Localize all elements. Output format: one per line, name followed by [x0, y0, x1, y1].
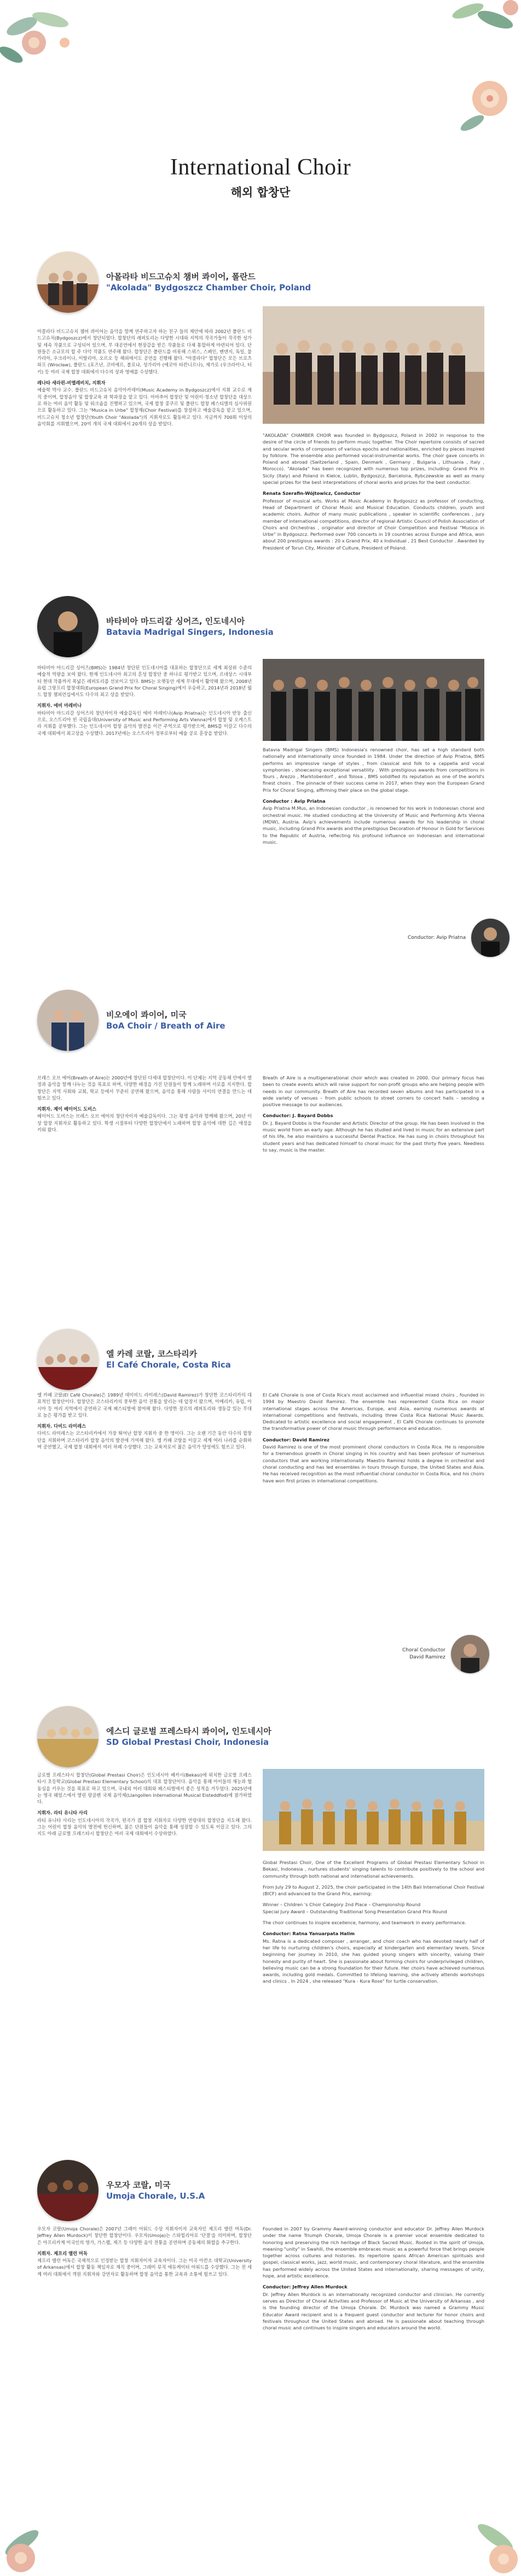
choir-description-en: [263, 1859, 484, 1989]
choir-photo: [263, 1769, 484, 1851]
choir-name-en: "Akolada" Bydgoszcz Chamber Choir, Poland: [106, 283, 311, 293]
paragraph: Avip Priatna M.Mus, an Indonesian conductor , is renowned for his work in Indonesian choral and orchestral music. He studied conducting at the University of Music and Performing Arts Vienna (MDW), Austria. Avip's achievements include numerous awards for his leadership in choral music, including Grand Prix awards and the prestigious Decoration of Honour in Gold for Services to the Republic of Austria, reflecting his profound influence on Indonesian and international music.: [263, 805, 484, 845]
conductor-heading: Renata Szerafin-Wójtowicz, Conductor: [263, 490, 361, 496]
conductor-caption: Conductor: Avip Priatna: [408, 934, 466, 941]
conductor-heading: Conductor: Jeffrey Allen Murdock: [263, 2284, 348, 2290]
paragraph: David Ramirez is one of the most prominent choral conductors in Costa Rica. He is responsible for a tremendous growth in Choral singing in his country and has been professor of numerous conductors that are working internationally. Maestro Ramirez holds a degree in orchestral and choral conducting and has led ensembles in tours through Europe, the United States and Asia. He has received recognition as the most influential choral conductor in Costa Rica, and his choirs have won first prizes in international competitions.: [263, 1444, 484, 1483]
choir-name-ko: 엘 카레 코랄, 코스타리카: [106, 1349, 198, 1359]
paragraph: 예술학 박사 교수. 폴란드 비드고슈치 음악아카데미(Music Academy in Bydgoszcz)에서 지휘 교수로 재직 중이며, 합창음악 및 합창교육 과 학과장을 맡고 있다. 아마추어 합창단 및 어린이·청소년 합창단을 대상으로 하는 여러 음악 활동 및 워크숍을 진행하고 있으며, 국제 합창 콩쿠르 및 폴란드 합창 페스티벌의 심사위원으로 활동하고 있다. 그는 "Musica in Urbe" 합창제(Choir Festival)를 창설하고 예술감독을 맡고 있으며, 비드고슈치 청소년 합창단(Youth Choir "Akolada")의 지휘자로도 활동하고 있다. 지금까지 700회 이상의 음악회를 지휘했으며, 20여 개의 국제 대회에서 20개의 상을 받았다.: [37, 387, 252, 427]
paragraph: Global Prestasi Choir, One of the Excellent Programs of Global Prestasi Elementary School in Bekasi, Indonesia , nurtures students' singing talents to contribute positively to the school and community through both national and international achievements.: [263, 1860, 484, 1879]
conductor-heading: Conductor: Ratna Yanuarpata Halim: [263, 1931, 355, 1937]
flower-decoration-icon: [441, 2493, 521, 2576]
paragraph: 다비드 라미레스는 코스타리카에서 가장 뛰어난 합창 지휘자 중 한 명이다. 그는 오랜 기간 동안 다수의 합창단을 지휘하며 코스타리카 합창 음악의 발전에 기여해 왔다. 엘 카페 코랄을 이끌고 세계 여러 나라를 순회하며 공연했고, 국제 합창 대회에서 여러 차례 수상했다. 그는 교육자로서 젊은 음악가 양성에도 힘쓰고 있다.: [37, 1430, 252, 1450]
choir-avatar: [37, 596, 99, 657]
conductor-card: [408, 919, 510, 957]
choir-name-en: Umoja Chorale, U.S.A: [106, 2191, 205, 2201]
paragraph: 우모자 코랄(Umoja Chorale)은 2007년 그래미 어워드 수상 지휘자이자 교육자인 제프리 앨런 머독(Dr. Jeffrey Allen Murdock)이 창단한 합창단이다. 우모자(Umoja)는 스와힐리어로 '단결'을 의미하며, 합창단은 아프리카계 미국인의 영가, 가스펠, 재즈 등 다양한 음악 전통을 공연하며 공동체의 화합을 추구한다.: [37, 2226, 252, 2245]
choir-header: [37, 252, 311, 313]
award-line: Winner – Children 's Choir Category 2nd Place – Championship Round: [263, 1902, 421, 1908]
conductor-heading: 레나타 새라핀-비엘레비치, 지휘자: [37, 380, 106, 386]
choir-description-en: [263, 746, 484, 850]
choir-avatar: [37, 1329, 99, 1390]
choir-photo: [263, 306, 484, 424]
choir-name-ko: 비오에이 콰이어, 미국: [106, 1010, 187, 1020]
choir-name-en: Batavia Madrigal Singers, Indonesia: [106, 627, 274, 637]
conductor-heading: Conductor: David Ramirez: [263, 1436, 330, 1442]
conductor-heading: 지휘자. 에비 마레비나: [37, 703, 82, 709]
paragraph: Dr. J. Bayard Dobbs is the Founder and Artistic Director of the group. He has been involved in the music world from an early age. Although he has studied and lived in music for an extensive part of his life, he also maintains a successful Dental Practice. He has sung in choirs throughout his student years and has dedicated himself to choral music for the past thirty five years. Needless to say, music is the master.: [263, 1120, 484, 1153]
paragraph: From July 29 to August 2, 2025, the choir participated in the 14th Bali International Choir Festival (BICF) and advanced to the Grand Prix, earning:: [263, 1884, 484, 1897]
choir-name-en: SD Global Prestasi Choir, Indonesia: [106, 1737, 269, 1747]
choir-header: [37, 990, 225, 1051]
paragraph: 엘 카페 코랄(El Café Chorale)은 1989년 데이비드 라미레스(David Ramirez)가 창단한 코스타리카의 대표적인 합창단이다. 합창단은 코스타리카의 풍부한 음악 전통을 알리는 데 앞장서 왔으며, 아메리카, 유럽, 아시아 등 여러 지역에서 공연하고 국제 페스티벌에 참여해 왔다. 다양한 장르의 레퍼토리와 생동감 있는 무대로 높은 평가를 받고 있다.: [37, 1392, 252, 1418]
choir-description-en: [263, 2225, 484, 2335]
paragraph: Founded in 2007 by Grammy Award-winning conductor and educator Dr. Jeffrey Allen Murdock under the name Triumph Chorale, Umoja Chorale is a premier vocal ensemble dedicated to honoring and preserving the rich heritage of Black Sacred Music. Rooted in the spirit of Umoja, meaning "unity" in Swahili, the ensemble embraces music as a powerful force that brings people together across cultures and histories. Its repertoire spans African American spirituals and gospel, classical works, jazz, world music, and contemporary choral literature, and the ensemble has performed widely across the United States and internationally, sharing messages of unity, hope, and artistic excellence.: [263, 2226, 484, 2279]
paragraph: El Café Chorale is one of Costa Rica's most acclaimed and influential mixed choirs , founded in 1994 by Maestro David Ramirez. The ensemble has represented Costa Rica on major international stages across the Americas, Europe, and Asia, earning numerous awards at international competitions and festivals, including three Costa Rica National Music Awards. Dedicated to artistic excellence and social engagement , El Café Chorale continues to promote the transformative power of choral music through performance and education.: [263, 1392, 484, 1432]
conductor-heading: 지휘자. 제이 베이어드 도비스: [37, 1106, 96, 1112]
conductor-caption: [402, 1647, 445, 1661]
flower-decoration-icon: [435, 0, 521, 55]
paragraph: "AKOLADA" CHAMBER CHOIR was founded in Bydgoszcz, Poland in 2002 in response to the desire of the circle of friends to perform music together. The Choir repertoire consists of sacred and secular works of composers of various epochs and nationalities, enriched by pieces inspired by folklore. The ensemble also performed vocal-instrumental works. The choir gave concerts in Poland and abroad (Switzerland , Spain, Denmark , Germany , Bulgaria , Lithuania , Italy , Morocco). "Akolada" has been recognized with numerous top prizes, including: Grand Prix in Sicily (Italy) and Poland in Kielce, Lublin, Bydgoszcz, Barcelona, Rybczewskie as well as many special prizes for the best interpretations of choral works and prizes for the best conductor.: [263, 433, 484, 486]
caption-line: David Ramirez: [409, 1655, 445, 1660]
paragraph: Breath of Aire is a multigenerational choir which was created in 2000. Our primary focus has been to create events which will raise support for non-profit groups who are helping people with needs in our community. Breath of Aire has recorded seven albums and has participated in a wide variety of venues – from public schools to street corners to concert halls – sending a positive message to our audiences.: [263, 1075, 484, 1108]
page-title: International Choir: [170, 155, 351, 180]
choir-name-en: BoA Choir / Breath of Aire: [106, 1021, 225, 1031]
conductor-card: [402, 1635, 489, 1673]
paragraph: 베이어드 도비스는 브레스 오브 에어의 창단자이자 예술감독이다. 그는 평생 음악과 함께해 왔으며, 20년 이상 합창 지휘자로 활동하고 있다. 학생 시절부터 다양한 합창단에서 노래하며 합창 음악에 대한 깊은 애정을 키워 왔다.: [37, 1113, 252, 1133]
conductor-photo: [451, 1635, 489, 1673]
paragraph: 바타비아 마드리갈 싱어즈의 창단자이자 예술감독인 에비 마레비나(Avip Priatna)는 인도네시아 반둥 출신으로, 오스트리아 빈 국립음대(University of Music and Performing Arts Vienna)에서 합창 및 오케스트라 지휘를 공부했다. 그는 인도네시아 합창 음악의 발전을 이끈 주역으로 평가받으며, BMS를 이끌고 다수의 국제 대회에서 최고상을 수상했다. 2017년에는 오스트리아 정부로부터 예술 공로 훈장을 받았다.: [37, 710, 252, 736]
paragraph: 제프리 앨런 머독은 국제적으로 인정받는 합창 지휘자이자 교육자이다. 그는 미국 아칸소 대학교(University of Arkansas)에서 합창 활동 책임자로 재직 중이며, 그래미 뮤직 에듀케이터 어워드를 수상했다. 그는 전 세계 여러 대회에서 객원 지휘자와 강연자로 활동하며 합창 음악을 통한 교육과 소통에 힘쓰고 있다.: [37, 2258, 252, 2277]
award-line: Special Jury Award – Outstanding Traditional Song Presentation Grand Prix Round: [263, 1908, 447, 1914]
choir-photo: [263, 659, 484, 741]
choir-header: [37, 1329, 231, 1390]
choir-description-en: [263, 432, 484, 556]
paragraph: Ms. Ratna is a dedicated composer , arranger, and choir coach who has devoted nearly half of her life to nurturing children's choirs, especially at kindergarten and elementary levels. Since beginning her journey in 2010, she has guided young singers with sincerity, valuing their honesty and purity of heart. She is passionate about forming choirs for underprivileged children, believing music can be a strong foundation for their future. Her choirs have achieved numerous awards, including gold medals. Committed to lifelong learning, she actively attends workshops and clinics . In 2024 , she released "Kura - Kura Rose" for turtle conservation.: [263, 1938, 484, 1984]
conductor-heading: 지휘자. 라티 유니타 사리: [37, 1810, 88, 1816]
paragraph: 브레스 오브 에어(Breath of Aire)는 2000년에 창단된 다세대 합창단이다. 이 단체는 지역 공동체 안에서 열정과 음악을 함께 나누는 것을 목표로 하며, 다양한 배경을 가진 단원들이 함께 노래하며 서로를 지지한다. 합창단은 지역 사회와 교회, 학교 등에서 꾸준히 공연해 왔으며, 음악을 통해 사람들 사이의 연결을 만드는 데 힘쓰고 있다.: [37, 1075, 252, 1101]
paragraph: Dr. Jeffrey Allen Murdock is an internationally recognized conductor and clinician. He currently serves as Director of Choral Activities and Professor of Music at the University of Arkansas , and is the founding director of the Umoja Chorale. Dr. Murdock was named a Grammy Music Educator Award recipient and is a frequent guest conductor and lecturer for honor choirs and festivals throughout the United States and abroad. He is passionate about teaching through choral music and continues to inspire singers and educators around the world.: [263, 2291, 484, 2331]
page-subtitle: 해외 합창단: [230, 186, 291, 199]
paragraph: The choir continues to inspire excellence, harmony, and teamwork in every performance.: [263, 1920, 466, 1926]
choir-avatar: [37, 252, 99, 313]
choir-description-ko: [37, 1772, 252, 1842]
conductor-heading: 지휘자. 다비드 라미레스: [37, 1423, 86, 1429]
paragraph: Batavia Madrigal Singers (BMS) Indonesia's renowned choir, has set a high standard both nationally and internationally since founded in 1984. Under the direction of Avip Priatna, BMS performs an impressive range of styles , from classical and folk to a cappella and vocal symphonies , showcasing exceptional versatility . With prestigious awards from competitions in Tours , Arezzo , Marktoberdorf , and Tolosa , BMS solidified its reputation as one of the world's finest choirs . The pinnacle of their success came in 2017, when they won the European Grand Prix for Choral Singing, affirming their place on the global stage.: [263, 747, 484, 793]
conductor-photo: [471, 919, 510, 957]
caption-line: Choral Conductor: [402, 1648, 445, 1653]
paragraph: 바타비아 마드리갈 싱어즈(BMS)는 1984년 창단된 인도네시아를 대표하는 합창단으로 세계 최상위 수준의 예술적 역량을 보여 왔다. 현재 인도네시아 최고의 혼성 합창단 중 하나로 평가받고 있으며, 르네상스 시대부터 현대 작품까지 폭넓은 레퍼토리를 선보이고 있다. BMS는 오랫동안 세계 무대에서 활약해 왔으며, 2008년 유럽 그랑프리 합창대회(European Grand Prix for Choral Singing)에서 우승하고, 2014년과 2018년 월드 합창 챔피언십에서도 다수의 최고 상을 받았다.: [37, 665, 252, 698]
choir-name-ko: 바타비아 마드리갈 싱어즈, 인도네시아: [106, 616, 245, 626]
flower-decoration-icon: [0, 0, 88, 77]
paragraph: Professor of musical arts. Works at Music Academy in Bydgoszcz as professor of conducting, Head of Department of Choral Music and Musical Education. Conducts children, youth and academic choirs. Author of many music publications , speaker in scientific conferences , jury member of international competitions, director of regional Artistic Council of Polish Association of Choirs and Orchestras , originator and director of Choir Competition and Festival "Musica in Urbe" in Bydgoszcz. Performed over 700 concerts in 19 countries across Europe and Africa, won about 200 prestigious awards : 20 x Grand Prix, 40 x Individual , 21 Best Conductor . Awarded by President of Torun City, Minister of Culture, President of Poland.: [263, 498, 484, 551]
choir-description-en: [263, 1074, 484, 1158]
choir-description-ko: [37, 1392, 252, 1455]
paragraph: 글로벌 프레스타시 합창단(Global Prestasi Choir)은 인도네시아 베카시(Bekasi)에 위치한 글로벌 프레스타시 초등학교(Global Prestasi Elementary School)의 대표 합창단이다. 음악을 통해 아이들의 재능과 협동심을 키우는 것을 목표로 하고 있으며, 국내외 여러 대회와 페스티벌에서 좋은 성적을 거두었다. 2025년에는 영국 웨일스에서 열린 랑골렌 국제 음악제(Llangollen International Musical Eisteddfod)에 참가하였다.: [37, 1772, 252, 1805]
page-header: [0, 154, 521, 200]
conductor-heading: Conductor : Avip Priatna: [263, 798, 326, 804]
flower-decoration-icon: [0, 2493, 82, 2576]
choir-description-en: [263, 1392, 484, 1488]
choir-name-ko: 우모자 코랄, 미국: [106, 2180, 171, 2190]
paragraph: 아콜라다 비드고슈치 챔버 콰이어는 음악을 함께 연주하고자 하는 친구 들의 제안에 따라 2002년 폴란드 비드고슈치(Bydgoszcz)에서 창단되었다. 합창단의 레퍼토리는 다양한 시대와 지역의 작곡가들이 작곡한 성가 및 세속 작품으로 구성되어 있으며, 무 대공연에서 현장감을 받은 작품들로 다채 통합하게 마련되어 있다. 단원들은 소규모의 합 주 다악 작품도 연주해 왔다. 합창단은 폴란드를 비롯해 스위스, 스페인, 벤덴지, 독일, 불가리아, 우크라이나, 이탈리아, 오르오 등 해외에서도 공연을 진행해 왔다. "아콜라다" 합창단은 모든 브로츠와프 (Wrocław), 폴란드 (포즈난, 코비에르, 볼로냐, 성가리아 (에코아 타칸니르나), 제가로 (우크라이나, 터키) 등 여러 국제 합창 대회에서 다수의 상과 영예를 수상했다.: [37, 329, 252, 375]
paragraph: 라티 유니타 사리는 인도네시아의 작곡가, 편곡가 겸 합창 지휘자로 다양한 연령대의 합창단을 지도해 왔다. 그는 어린이 합창 음악의 발전에 헌신하며, 젊은 단원들이 음악을 통해 성장할 수 있도록 이끌고 있다. 그의 지도 아래 글로벌 프레스타시 합창단은 여러 국제 대회에서 수상하였다.: [37, 1817, 252, 1837]
conductor-heading: 지휘자. 제프리 앨런 머독: [37, 2250, 88, 2256]
choir-header: [37, 596, 274, 657]
choir-avatar: [37, 1706, 99, 1767]
choir-description-ko: [37, 2225, 252, 2282]
choir-header: [37, 1706, 271, 1767]
choir-description-ko: [37, 1074, 252, 1137]
choir-description-ko: [37, 664, 252, 741]
choir-avatar: [37, 990, 99, 1051]
choir-name-ko: 에스디 글로벌 프레스타시 콰이어, 인도네시아: [106, 1726, 271, 1736]
conductor-heading: Conductor: J. Bayard Dobbs: [263, 1113, 333, 1119]
choir-name-en: El Café Chorale, Costa Rica: [106, 1360, 231, 1370]
choir-avatar: [37, 2160, 99, 2221]
choir-description-ko: [37, 328, 252, 431]
flower-decoration-icon: [457, 66, 521, 137]
choir-header: [37, 2160, 205, 2221]
choir-name-ko: 아몰라타 비드고슈치 챔버 콰이어, 폴란드: [106, 272, 256, 282]
